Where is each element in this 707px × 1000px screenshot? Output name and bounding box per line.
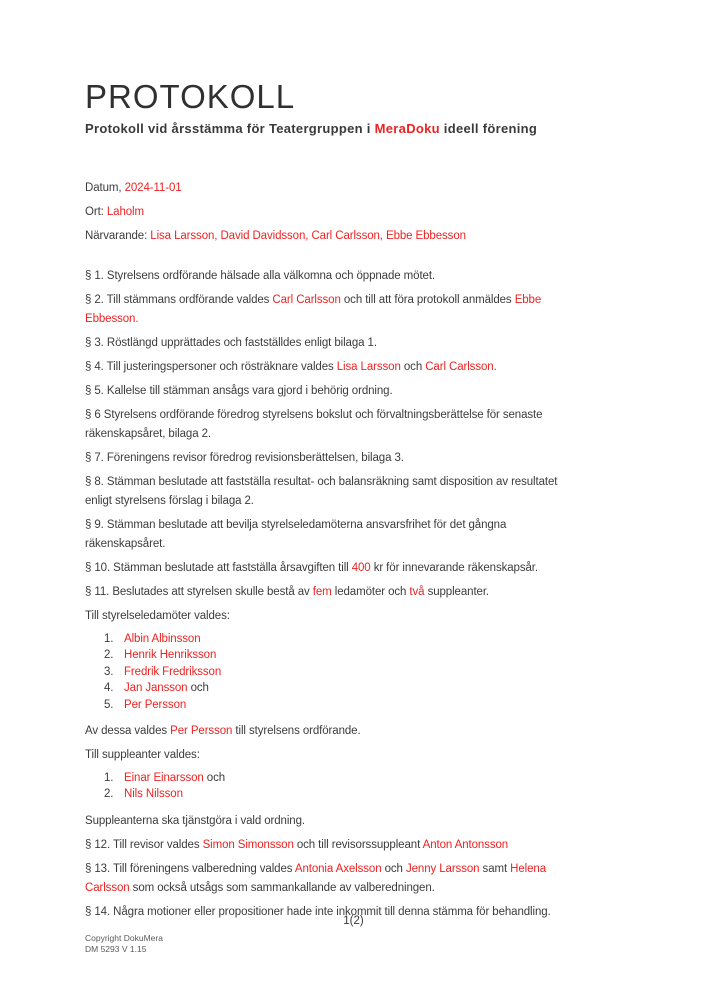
text-run: Närvarande: — [85, 230, 151, 242]
paragraph — [85, 607, 663, 626]
placeholder-value: Carl Carlsson — [272, 294, 341, 306]
copyright-line: Copyright DokuMera — [85, 933, 163, 943]
text-run: § 2. Till stämmans ordförande valdes — [85, 294, 273, 306]
page-number: 1(2) — [343, 915, 364, 927]
list-item-text — [124, 631, 663, 647]
text-run: och — [381, 862, 406, 875]
meta-lines — [85, 179, 663, 246]
paragraph — [85, 516, 663, 554]
text-run: § 1. Styrelsens ordförande hälsade alla välkomna och öppnade mötet. — [85, 270, 436, 282]
text-run: och — [400, 361, 426, 373]
list-item-text — [124, 786, 663, 802]
paragraph — [85, 812, 663, 831]
footer-copyright — [85, 933, 163, 955]
paragraph — [85, 860, 663, 898]
meta-line — [85, 203, 663, 222]
text-run: ledamöter och — [331, 586, 410, 598]
placeholder-value: Einar Einarsson — [124, 772, 204, 785]
placeholder-value: 400 — [351, 562, 371, 574]
list-item-number: 2. — [104, 788, 114, 801]
paragraph — [85, 722, 663, 741]
text-run: Till styrelseledamöter valdes: — [85, 610, 230, 622]
text-run: räkenskapsåret, bilaga 2. — [85, 428, 211, 440]
list-item — [104, 664, 663, 680]
placeholder-value: Ebbe — [514, 294, 542, 306]
text-run: § 3. Röstlängd upprättades och fastställdes enligt bilaga 1. — [85, 337, 377, 349]
placeholder-value: Anton Antonsson — [422, 838, 509, 851]
paragraph — [85, 836, 663, 855]
paragraph — [85, 559, 663, 578]
list-item-text — [124, 664, 663, 680]
text-run: § 13. Till föreningens valberedning valdes — [85, 862, 295, 875]
list-item-text — [124, 647, 663, 663]
text-run: Ort: — [85, 206, 107, 218]
placeholder-value: fem — [312, 586, 332, 598]
paragraph — [85, 358, 663, 377]
text-run: räkenskapsåret. — [85, 538, 166, 550]
placeholder-value: Simon Simonsson — [202, 838, 294, 851]
document-subtitle — [85, 120, 663, 138]
text-run: och till revisorssuppleant — [293, 838, 423, 851]
paragraph — [85, 406, 663, 444]
placeholder-value: Carl Carlsson. — [425, 361, 497, 373]
placeholder-value: Lisa Larsson — [336, 361, 401, 373]
text-run: samt — [479, 862, 511, 875]
text-run: Suppleanterna ska tjänstgöra i vald ordning. — [85, 814, 305, 827]
list-item — [104, 770, 663, 786]
text-run: § 7. Föreningens revisor föredrog revisionsberättelsen, bilaga 3. — [85, 452, 404, 464]
text-run: § 6 Styrelsens ordförande föredrog styrelsens bokslut och förvaltningsberättelse för senaste — [85, 409, 543, 421]
list-item — [104, 786, 663, 802]
paragraph — [85, 473, 663, 511]
text-run: § 4. Till justeringspersoner och rösträknare valdes — [85, 361, 337, 373]
list-item — [104, 647, 663, 663]
text-run: Till suppleanter valdes: — [85, 749, 200, 762]
list-item-number: 1. — [104, 772, 114, 785]
list-item-text — [124, 770, 663, 786]
placeholder-value: Ebbesson. — [85, 313, 139, 325]
text-run: som också utsågs som sammankallande av valberedningen. — [129, 881, 435, 894]
placeholder-value: Jan Jansson — [124, 682, 188, 695]
text-run: enligt styrelsens förslag i bilaga 2. — [85, 495, 254, 507]
text-run: suppleanter. — [424, 586, 490, 598]
text-run: till styrelsens ordförande. — [232, 725, 361, 738]
list-item-number: 5. — [104, 698, 114, 711]
placeholder-value: Nils Nilsson — [124, 788, 183, 801]
placeholder-value: Jenny Larsson — [405, 862, 480, 875]
text-run: § 8. Stämman beslutade att fastställa resultat- och balansräkning samt disposition av resultatet — [85, 476, 558, 488]
placeholder-value: 2024-11-01 — [124, 182, 182, 194]
text-run: och till att föra protokoll anmäldes — [340, 294, 515, 306]
placeholder-value: två — [409, 586, 425, 598]
version-line: DM 5293 V 1.15 — [85, 944, 147, 954]
numbered-list — [104, 631, 663, 713]
document-title: PROTOKOLL — [85, 78, 296, 115]
list-item-number: 2. — [104, 649, 114, 662]
placeholder-value: Per Persson — [170, 725, 233, 738]
list-item-number: 4. — [104, 682, 114, 695]
text-run: § 11. Beslutades att styrelsen skulle bestå av — [85, 586, 313, 598]
meta-line — [85, 227, 663, 246]
text-run: ideell förening — [439, 121, 538, 136]
document-blocks — [85, 267, 663, 922]
paragraph — [85, 291, 663, 329]
paragraph — [85, 746, 663, 765]
numbered-list — [104, 770, 663, 803]
text-run: och — [187, 682, 209, 695]
text-run: kr för innevarande räkenskapsår. — [370, 562, 538, 574]
placeholder-value: Laholm — [106, 206, 144, 218]
placeholder-value: Antonia Axelsson — [294, 862, 382, 875]
meta-line — [85, 179, 663, 198]
text-run: Datum, — [85, 182, 125, 194]
list-item — [104, 631, 663, 647]
text-run: och — [203, 772, 226, 785]
text-run: § 10. Stämman beslutade att fastställa årsavgiften till — [85, 562, 352, 574]
placeholder-value: Carlsson — [85, 881, 130, 894]
text-run: Protokoll vid årsstämma för Teatergruppen i — [85, 121, 375, 136]
placeholder-value: Per Persson — [124, 698, 187, 711]
placeholder-value: Albin Albinsson — [124, 633, 201, 645]
placeholder-value: MeraDoku — [374, 121, 440, 136]
paragraph — [85, 583, 663, 602]
text-run: § 12. Till revisor valdes — [85, 838, 203, 851]
list-item-number: 1. — [104, 633, 114, 645]
list-item-text — [124, 680, 663, 696]
text-run: § 9. Stämman beslutade att bevilja styrelseledamöterna ansvarsfrihet för det gångna — [85, 519, 507, 531]
text-run: Av dessa valdes — [85, 725, 171, 738]
document-content — [85, 80, 663, 927]
list-item-number: 3. — [104, 665, 114, 678]
list-item — [104, 680, 663, 696]
paragraph — [85, 449, 663, 468]
paragraph — [85, 382, 663, 401]
text-run: § 5. Kallelse till stämman ansågs vara gjord i behörig ordning. — [85, 385, 393, 397]
paragraph — [85, 334, 663, 353]
placeholder-value: Helena — [510, 862, 547, 875]
placeholder-value: Henrik Henriksson — [124, 649, 217, 662]
placeholder-value: Lisa Larsson, David Davidsson, Carl Carlsson, Ebbe Ebbesson — [150, 230, 466, 242]
list-item-text — [124, 697, 663, 713]
paragraph — [85, 267, 663, 286]
text-run: § 14. Några motioner eller propositioner hade inte inkommit till denna stämma för behandling. — [85, 905, 551, 918]
list-item — [104, 697, 663, 713]
placeholder-value: Fredrik Fredriksson — [124, 665, 222, 678]
